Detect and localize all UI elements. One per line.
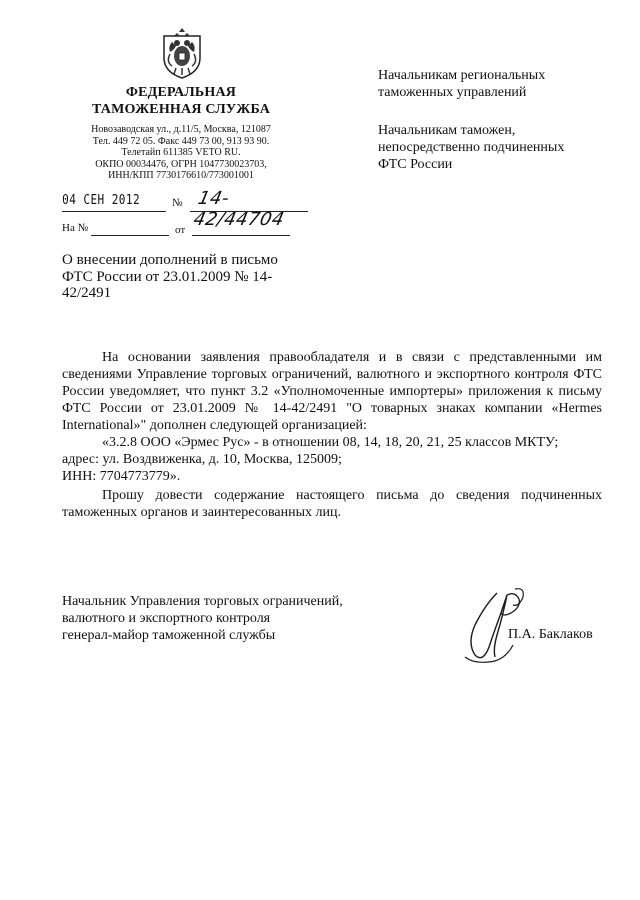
address-line: Новозаводская ул., д.11/5, Москва, 121087 [91,124,271,135]
signatory-position-line-3: генерал-майор таможенной службы [62,628,276,643]
organization-address [60,124,302,182]
reply-date-line [192,235,290,236]
reply-date-label: от [175,224,186,236]
number-underline [190,211,308,212]
organization-name [60,84,302,118]
body-item-line: «3.2.8 ООО «Эрмес Рус» - в отношении 08, 14, 18, 20, 21, 25 классов МКТУ; [102,435,559,450]
signatory-position [62,593,392,644]
inn-line: ИНН/КПП 7730176610/773001001 [108,170,254,182]
letter-body [62,349,602,521]
body-paragraph-1: На основании заявления правообладателя и в связи с представленными им сведениями Управление торговых ограничений, валютного и экспортного контроля ФТС России уведомляет, что пункт 3.2 «Уполномоченные импортеры» приложения к письму ФТС России от 23.01.2009 № 14-42/2491 "О товарных знаках компании «Hermes International»" дополнен следующей организацией: [62,350,602,433]
letter-subject: О внесении дополнений в письмо ФТС России от 23.01.2009 № 14-42/2491 [62,252,278,301]
signatory-position-line-1: Начальник Управления торговых ограничений, [62,594,343,609]
reply-to-number-label: На № [62,222,89,234]
body-address-line: адрес: ул. Воздвиженка, д. 10, Москва, 125009; [62,452,342,467]
body-paragraph-2: Прошу довести содержание настоящего письма до сведения подчиненных таможенных органов и заинтересованных лиц. [62,488,602,520]
addressee-regional: Начальникам региональных таможенных управлений [378,68,546,100]
signatory-name: П.А. Баклаков [508,627,593,642]
body-inn-line: ИНН: 7704773779». [62,469,181,484]
date-underline [62,211,166,212]
teletype-line: Телетайп 611385 VETO RU. [121,147,241,159]
reply-number-line [91,235,169,236]
addressee-customs: Начальникам таможен, непосредственно подчиненных ФТС России [378,123,565,172]
org-name-line-2: ТАМОЖЕННАЯ СЛУЖБА [91,102,271,117]
letter-number: 14-42/44704 [191,188,287,230]
org-name-line-1: ФЕДЕРАЛЬНАЯ [125,85,237,100]
russian-coat-of-arms-icon [160,28,204,80]
letter-date: 04 СЕН 2012 [62,193,141,208]
number-label: № [172,197,183,209]
signatory-position-line-2: валютного и экспортного контроля [62,611,271,626]
okpo-line: ОКПО 00034476, ОГРН 1047730023703, [95,158,267,170]
phone-line: Тел. 449 72 05. Факс 449 73 00, 913 93 90. [92,135,270,147]
